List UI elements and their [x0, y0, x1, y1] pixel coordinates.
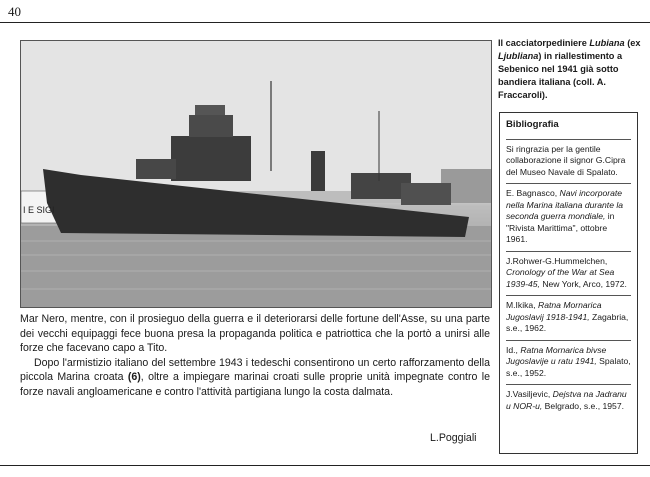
- ship-photo: [20, 40, 492, 308]
- entry-author: J.Vasiljevic,: [506, 389, 553, 399]
- paragraph-1: Mar Nero, mentre, con il prosieguo della guerra e il deteriorarsi delle fortune dell'Asse, su una parte dei vecchi equipaggi fece buona presa la propaganda politica e patriottica che la portò a unirsi alle forze che facevano capo a Tito.: [20, 313, 490, 354]
- bibliography-entry: [506, 340, 631, 385]
- bibliography-entry: [506, 183, 631, 251]
- bibliography-entry: [506, 384, 631, 417]
- entry-title: Cronology of the War at Sea 1939-45,: [506, 267, 615, 289]
- entry-publication: Spalato, s.e., 1952.: [506, 356, 631, 378]
- bibliography-entry: [506, 295, 631, 340]
- entry-author: J.Rohwer-G.Hummelchen,: [506, 255, 608, 266]
- destroyer-illustration: [21, 41, 491, 307]
- article-body: [20, 312, 490, 399]
- caption-text-1: Il cacciatorpediniere: [498, 38, 590, 48]
- bibliography-entry: [506, 139, 631, 184]
- bottom-rule: [0, 465, 650, 466]
- entry-publication: Belgrado, s.e., 1957.: [542, 400, 624, 411]
- paragraph-2-text: Dopo l'armistizio italiano del settembre 1943 i tedeschi consentirono un certo rafforzamento della piccola Marina croata: [20, 356, 490, 383]
- author-signature: L.Poggiali: [430, 432, 477, 444]
- bibliography-entry: [506, 251, 631, 296]
- caption-text-3: ) in riallestimento a Sebenico nel 1941 già sotto bandiera italiana (coll. A. Fraccaroli).: [498, 51, 623, 100]
- caption-text-2: (ex: [627, 38, 641, 48]
- entry-publication: Zagabria, s.e., 1962.: [506, 311, 629, 333]
- bibliography-title: Bibliografia: [506, 119, 559, 130]
- bibliography-box: [499, 112, 638, 454]
- entry-author: Id.,: [506, 344, 521, 355]
- caption-ship-name: Lubiana: [589, 38, 625, 48]
- entry-author: M.Ikika,: [506, 300, 538, 310]
- paragraph-2: [20, 356, 490, 400]
- page-number: 40: [8, 4, 21, 19]
- entry-text: Si ringrazia per la gentile collaborazione il signor G.Cipra del Museo Navale di Spalato.: [506, 143, 626, 177]
- photo-caption: [498, 37, 643, 102]
- footnote-reference: (6): [127, 371, 141, 383]
- entry-title: Navi incorporate nella Marina italiana durante la seconda guerra mondiale,: [506, 188, 624, 221]
- entry-title: Ratna Mornarica bivse Jugoslavije u ratu 1941,: [506, 344, 607, 366]
- entry-author: E. Bagnasco,: [506, 188, 560, 198]
- entry-publication: in "Rivista Marittima", ottobre 1961.: [506, 211, 615, 244]
- entry-title: Ratna Mornarica Jugoslavij 1918-1941,: [506, 300, 602, 322]
- entry-publication: New York, Arco, 1972.: [539, 278, 627, 289]
- top-rule: [0, 22, 650, 23]
- entry-title: Dejstva na Jadranu u NOR-u,: [506, 389, 627, 411]
- hull-lettering: I E SIGI: [23, 205, 55, 215]
- caption-ex-name: Ljubliana: [498, 51, 539, 61]
- paragraph-2-text-end: , oltre a impiegare marinai croati sulle proprie unità impegnate contro le forze navali angloamericane e contro l'attività partigiana lungo la costa dalmata.: [20, 371, 491, 398]
